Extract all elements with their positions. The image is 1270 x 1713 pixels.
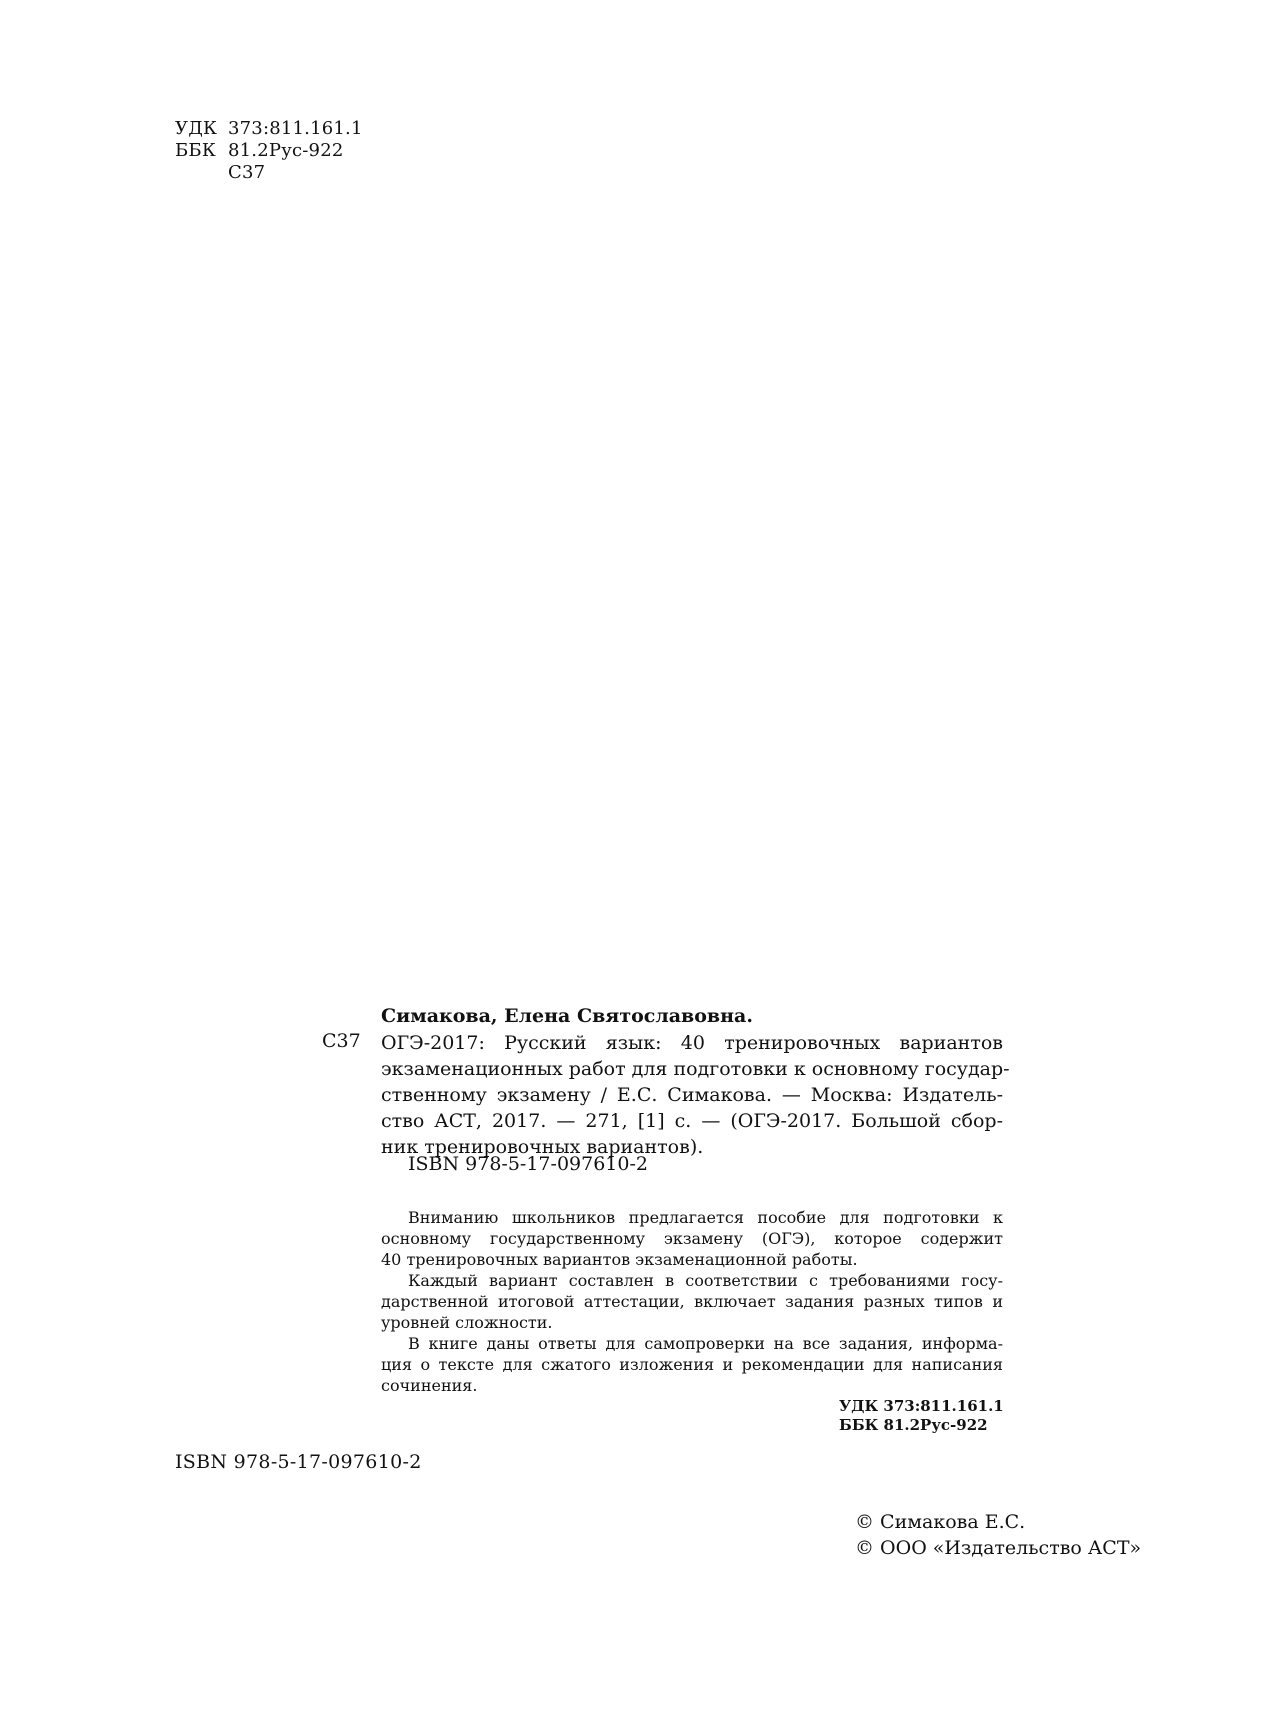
author-sign-record: С37 bbox=[322, 1030, 361, 1052]
classification-block bbox=[175, 118, 395, 188]
copyright-publisher: © ООО «Издательство АСТ» bbox=[855, 1537, 1142, 1559]
record-isbn: ISBN 978-5-17-097610-2 bbox=[408, 1153, 648, 1175]
annotation-line: сочинения. bbox=[381, 1376, 478, 1395]
annotation-line: дарственной итоговой аттестации, включает задания разных типов и bbox=[381, 1292, 1003, 1311]
biblio-line: экзаменационных работ для подготовки к основному государ- bbox=[381, 1058, 1010, 1080]
author-heading: Симакова, Елена Святославовна. bbox=[381, 1005, 753, 1027]
biblio-line: ник тренировочных вариантов). bbox=[381, 1136, 704, 1158]
isbn-main: ISBN 978-5-17-097610-2 bbox=[175, 1451, 422, 1473]
bibliographic-description bbox=[381, 1030, 1010, 1160]
annotation bbox=[381, 1207, 1003, 1396]
annotation-bbk: ББК 81.2Рус-922 bbox=[839, 1416, 988, 1434]
author-sign-top: С37 bbox=[228, 162, 266, 183]
udk-label: УДК bbox=[175, 118, 218, 139]
bbk-label: ББК bbox=[175, 140, 216, 161]
annotation-line: Каждый вариант составлен в соответствии с требованиями госу- bbox=[408, 1271, 1003, 1290]
copyright-author: © Симакова Е.С. bbox=[855, 1511, 1026, 1533]
biblio-line: ство АСТ, 2017. — 271, [1] с. — (ОГЭ-2017. Большой сбор- bbox=[381, 1110, 1003, 1132]
biblio-line: ственному экзамену / Е.С. Симакова. — Москва: Издатель- bbox=[381, 1084, 1003, 1106]
annotation-udk: УДК 373:811.161.1 bbox=[839, 1397, 1004, 1415]
udk-value: 373:811.161.1 bbox=[228, 118, 363, 139]
annotation-line: 40 тренировочных вариантов экзаменационной работы. bbox=[381, 1250, 858, 1269]
annotation-line: уровней сложности. bbox=[381, 1313, 553, 1332]
biblio-line: ОГЭ-2017: Русский язык: 40 тренировочных вариантов bbox=[381, 1032, 1003, 1054]
annotation-line: ция о тексте для сжатого изложения и рекомендации для написания bbox=[381, 1355, 1003, 1374]
bbk-value: 81.2Рус-922 bbox=[228, 140, 344, 161]
annotation-line: В книге даны ответы для самопроверки на все задания, информа- bbox=[408, 1334, 1003, 1353]
annotation-line: основному государственному экзамену (ОГЭ), которое содержит bbox=[381, 1229, 1003, 1248]
annotation-line: Вниманию школьников предлагается пособие для подготовки к bbox=[408, 1208, 1003, 1227]
